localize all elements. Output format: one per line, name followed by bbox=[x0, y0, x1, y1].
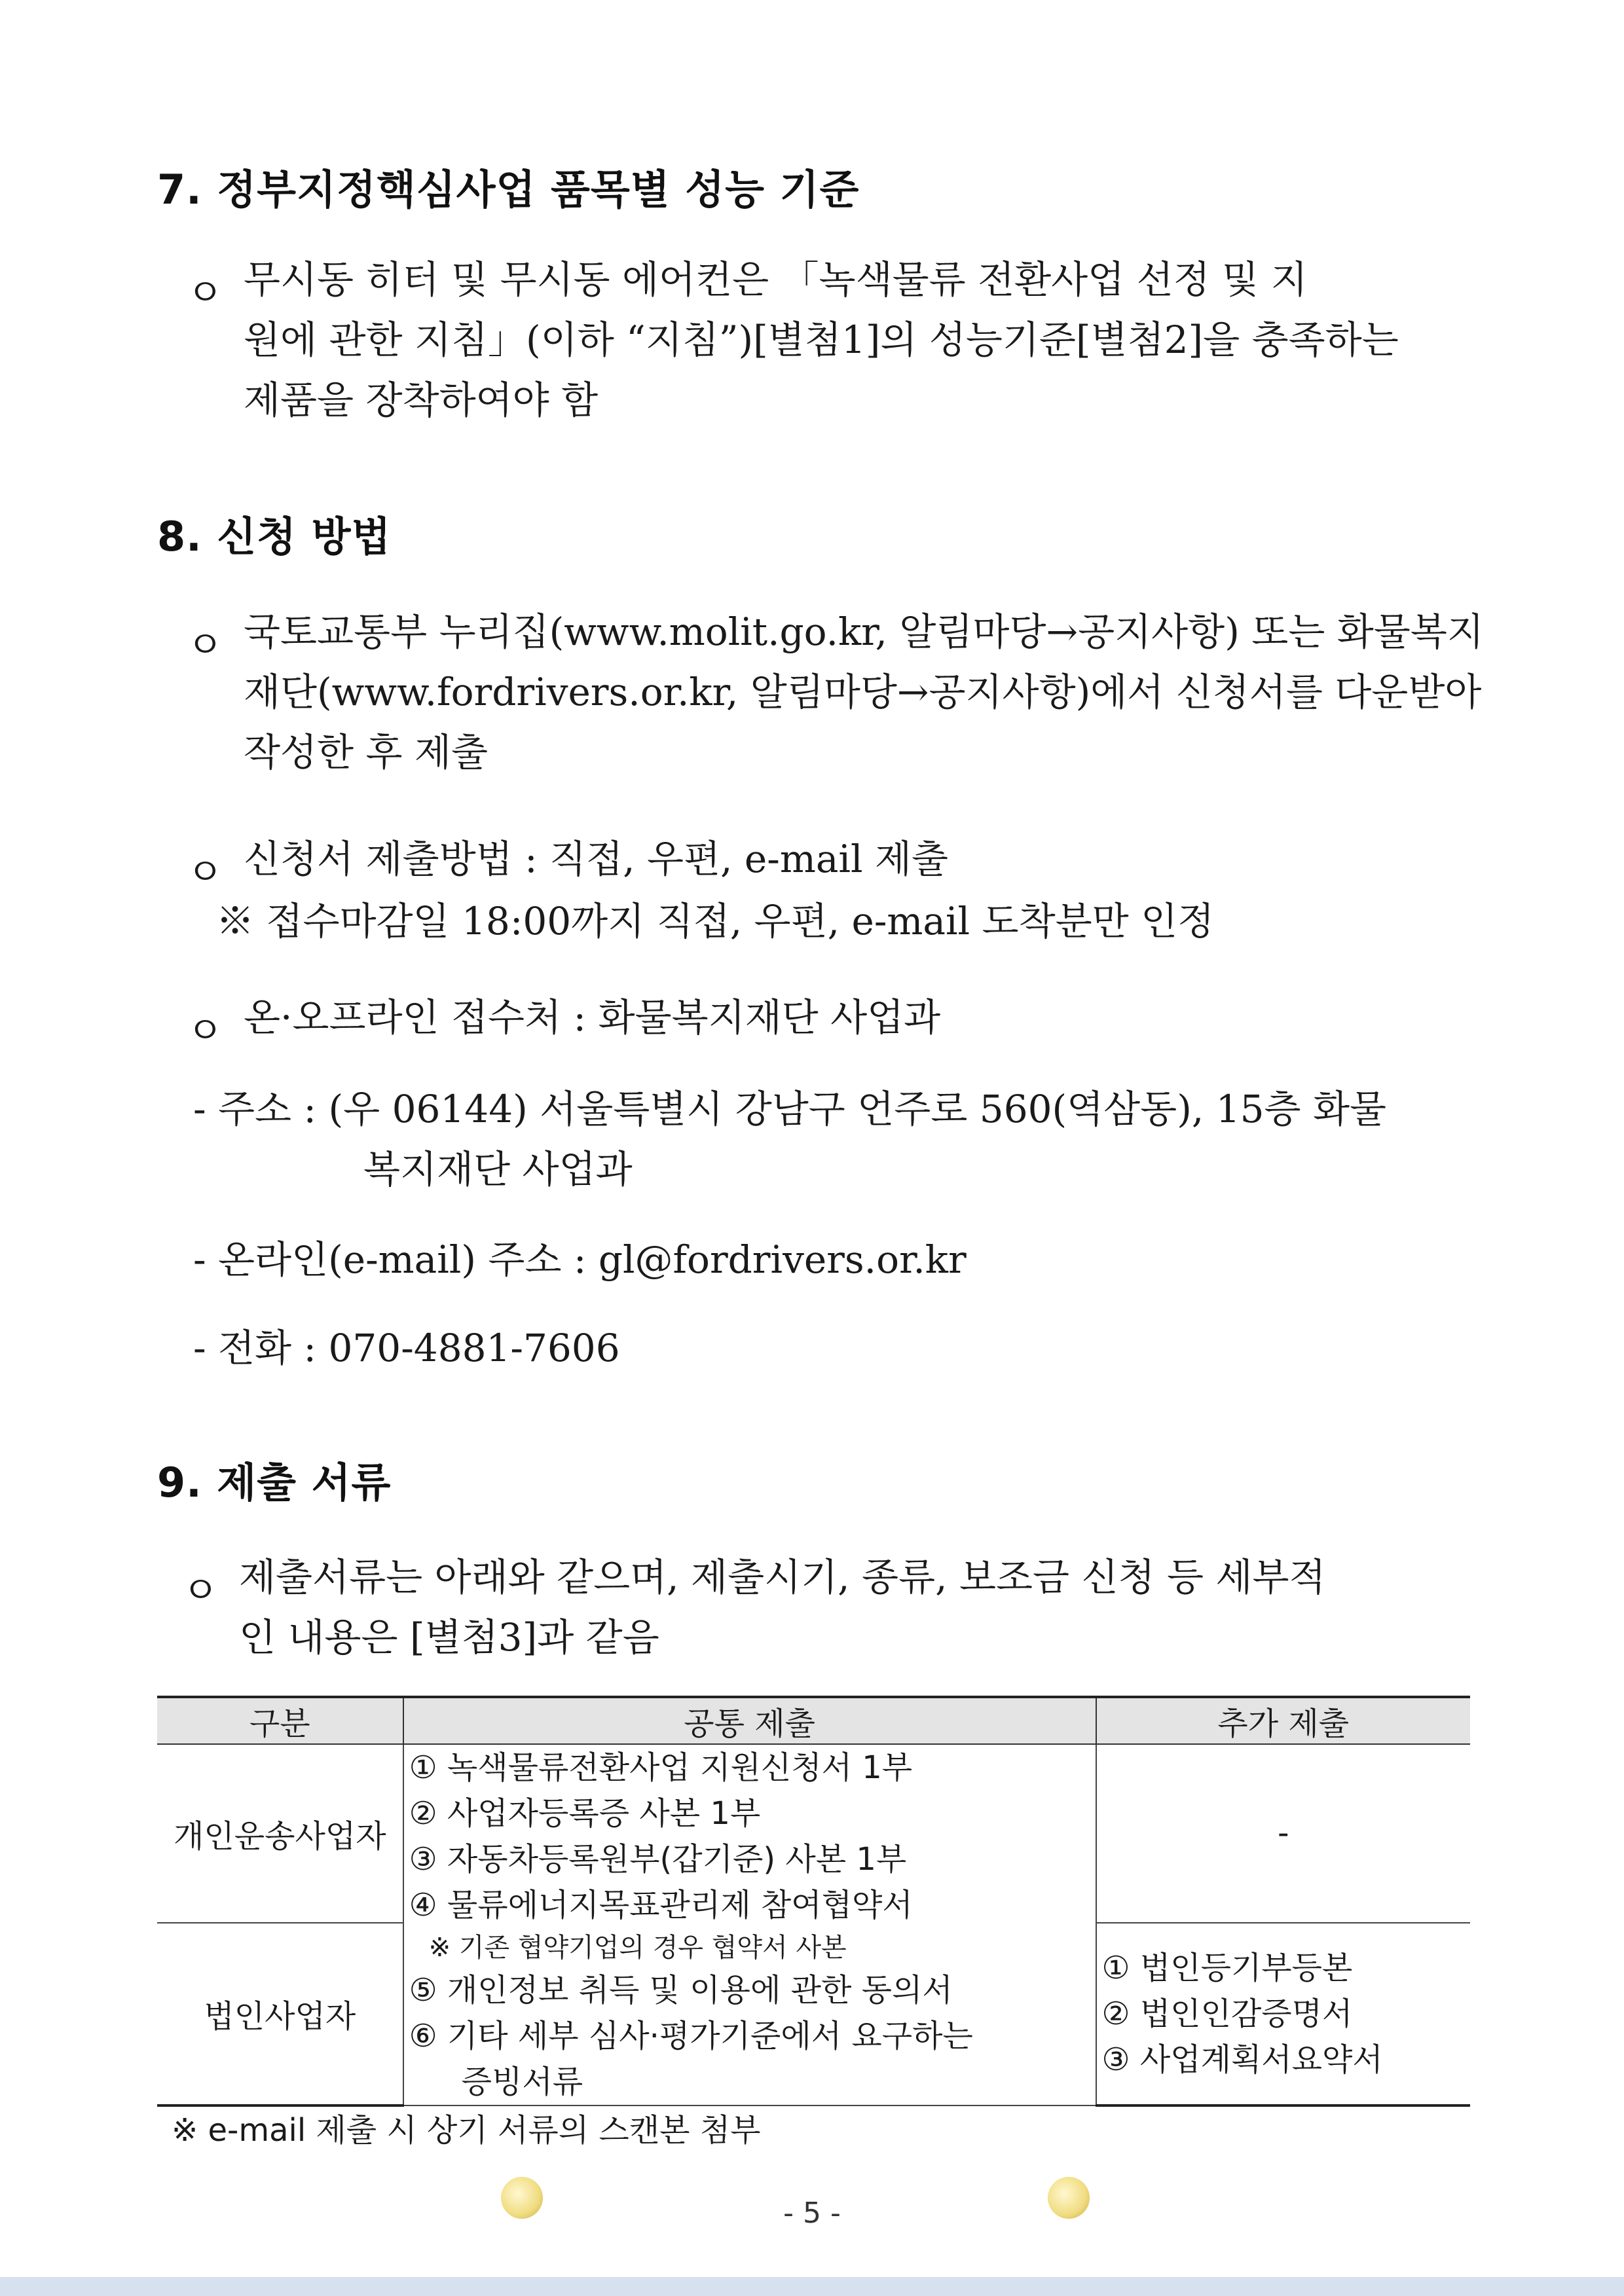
documents-table bbox=[157, 1696, 1470, 2107]
bullet: ㅇ bbox=[182, 1568, 219, 1613]
page-number: - 5 - bbox=[783, 2196, 841, 2230]
list-item: ⑤ 개인정보 취득 및 이용에 관한 동의서 bbox=[409, 1972, 953, 2009]
extra-submission-corporate bbox=[1096, 1923, 1470, 2105]
list-item: ③ 사업계획서요약서 bbox=[1101, 2041, 1383, 2078]
address-line-2: 복지재단 사업과 bbox=[363, 1147, 633, 1192]
column-header: 공통 제출 bbox=[403, 1697, 1096, 1744]
bullet: ㅇ bbox=[187, 270, 224, 315]
list-item: ① 법인등기부등본 bbox=[1101, 1949, 1353, 1986]
list-item: ④ 물류에너지목표관리제 참여협약서 bbox=[409, 1887, 913, 1923]
section-8-title: 8. 신청 방법 bbox=[157, 513, 392, 560]
reception-office: 온·오프라인 접수처 : 화물복지재단 사업과 bbox=[244, 995, 941, 1040]
scan-attachment-note: ※ e-mail 제출 시 상기 서류의 스캔본 첨부 bbox=[172, 2112, 761, 2149]
bullet: ㅇ bbox=[187, 850, 224, 894]
deadline-note: ※ 접수마감일 18:00까지 직접, 우편, e-mail 도착분만 인정 bbox=[216, 899, 1215, 943]
text-line: 작성한 후 제출 bbox=[244, 730, 489, 774]
text-line: 인 내용은 [별첨3]과 같음 bbox=[239, 1615, 659, 1660]
text-line: 무시동 히터 및 무시동 에어컨은 「녹색물류 전환사업 선정 및 지 bbox=[244, 257, 1308, 302]
section-8-paragraph-1 bbox=[244, 610, 1484, 793]
table-row bbox=[157, 1744, 1470, 1923]
address-line-1: - 주소 : (우 06144) 서울특별시 강남구 언주로 560(역삼동), 15층 화물 bbox=[193, 1087, 1387, 1131]
list-item: ① 녹색물류전환사업 지원신청서 1부 bbox=[409, 1749, 913, 1786]
email-address: - 온라인(e-mail) 주소 : gl@fordrivers.or.kr bbox=[193, 1237, 967, 1282]
common-submission-cell bbox=[403, 1744, 1096, 2105]
column-header: 구분 bbox=[157, 1697, 403, 1744]
table-header-row bbox=[157, 1697, 1470, 1744]
column-header: 추가 제출 bbox=[1096, 1697, 1470, 1744]
row-label-corporate: 법인사업자 bbox=[157, 1923, 403, 2105]
section-9-paragraph bbox=[239, 1555, 1326, 1679]
text-line: 재단(www.fordrivers.or.kr, 알림마당→공지사항)에서 신청서를 다운받아 bbox=[244, 670, 1482, 714]
submission-method: 신청서 제출방법 : 직접, 우편, e-mail 제출 bbox=[244, 837, 948, 881]
text-line: 제출서류는 아래와 같으며, 제출시기, 종류, 보조금 신청 등 세부적 bbox=[239, 1555, 1326, 1599]
list-item: ⑥ 기타 세부 심사·평가기준에서 요구하는 bbox=[409, 2018, 973, 2054]
text-line: 제품을 장착하여야 함 bbox=[244, 378, 599, 422]
list-item: 증빙서류 bbox=[461, 2064, 583, 2100]
text-line: 국토교통부 누리집(www.molit.go.kr, 알림마당→공지사항) 또는 화물복지 bbox=[244, 610, 1484, 654]
bullet: ㅇ bbox=[187, 1008, 224, 1053]
row-label-individual: 개인운송사업자 bbox=[157, 1744, 403, 1923]
list-item: ② 법인인감증명서 bbox=[1101, 1995, 1353, 2032]
section-7-title: 7. 정부지정핵심사업 품목별 성능 기준 bbox=[157, 166, 860, 213]
text-line: 원에 관한 지침」(이하 “지침”)[별첨1]의 성능기준[별첨2]을 충족하는 bbox=[244, 318, 1399, 362]
bullet: ㅇ bbox=[187, 623, 224, 667]
list-item-note: ※ 기존 협약기업의 경우 협약서 사본 bbox=[428, 1933, 847, 1963]
phone-number: - 전화 : 070-4881-7606 bbox=[193, 1326, 620, 1370]
section-9-title: 9. 제출 서류 bbox=[157, 1459, 392, 1506]
section-7-paragraph bbox=[244, 257, 1399, 441]
list-item: ② 사업자등록증 사본 1부 bbox=[409, 1795, 761, 1832]
bottom-scan-band bbox=[0, 2277, 1624, 2296]
list-item: ③ 자동차등록원부(갑기준) 사본 1부 bbox=[409, 1841, 907, 1878]
extra-submission-individual: - bbox=[1096, 1744, 1470, 1923]
